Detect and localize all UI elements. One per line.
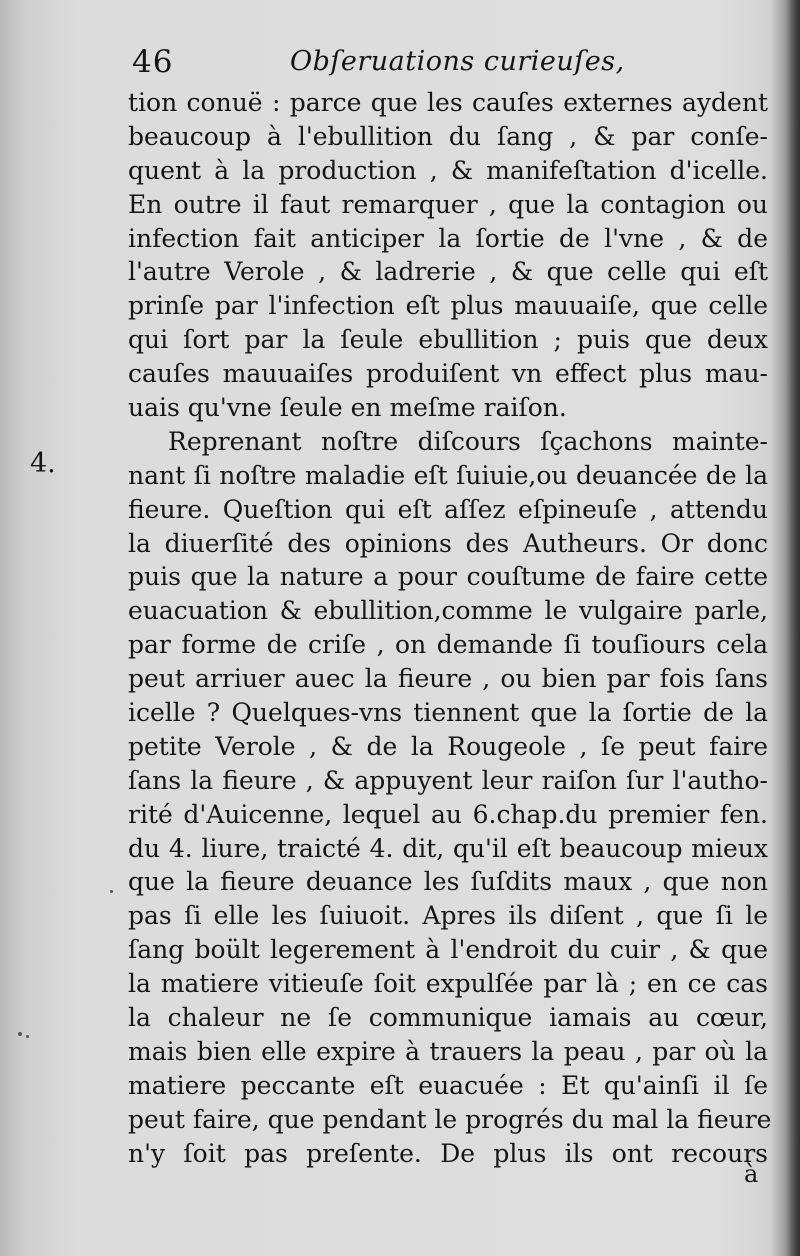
text-line: Reprenant noſtre diſcours ſçachons mainte- [168, 426, 768, 456]
body-text [128, 86, 772, 1171]
text-line: icelle ? Quelques-vns tiennent que la ſortie de la [128, 698, 768, 728]
page-number: 46 [132, 44, 174, 80]
ink-speck [18, 1032, 22, 1036]
text-line: n'y ſoit pas preſente. De plus ils ont recours [128, 1138, 768, 1168]
margin-note: 4. [30, 448, 56, 479]
ink-speck [26, 1035, 29, 1038]
text-line: qui ſort par la ſeule ebullition ; puis que deux [128, 325, 768, 355]
text-line: la matiere vitieuſe ſoit expulſée par là ; en ce cas [128, 969, 768, 999]
text-line: par forme de criſe , on demande ſi touſiours cela [128, 630, 768, 660]
catchword: à [744, 1160, 759, 1188]
page-header [132, 44, 772, 84]
text-line: infection fait anticiper la ſortie de l'vne , & de [128, 223, 768, 253]
text-line: peut faire, que pendant le progrés du mal la fieure [128, 1104, 772, 1134]
text-line: matiere peccante eſt euacuée : Et qu'ainſi il ſe [128, 1070, 768, 1100]
text-line: que la fieure deuance les ſuſdits maux , que non [128, 867, 768, 897]
text-line: petite Verole , & de la Rougeole , ſe peut faire [128, 731, 768, 761]
text-line: euacuation & ebullition,comme le vulgaire parle, [128, 596, 768, 626]
text-line: ſans la fieure , & appuyent leur raiſon ſur l'autho- [128, 765, 768, 795]
text-line: peut arriuer auec la fieure , ou bien par fois ſans [128, 664, 768, 694]
text-line: prinſe par l'infection eſt plus mauuaiſe, que celle [128, 291, 768, 321]
page-edge-shadow [786, 0, 800, 1256]
ink-speck [110, 890, 113, 893]
text-line: fieure. Queſtion qui eſt aſſez eſpineuſe , attendu [128, 494, 768, 524]
text-line: la chaleur ne ſe communique iamais au cœur, [128, 1003, 768, 1033]
running-title: Obſeruations curieuſes, [290, 46, 625, 77]
text-line: uais qu'vne ſeule en meſme raiſon. [128, 393, 567, 423]
text-line: du 4. liure, traicté 4. dit, qu'il eſt beaucoup mieux [128, 833, 768, 863]
text-line: rité d'Auicenne, lequel au 6.chap.du premier fen. [128, 799, 768, 829]
text-line: nant ſi noſtre maladie eſt ſuiuie,ou deuancée de la [128, 460, 768, 490]
text-line: tion conuë : parce que les cauſes externes aydent [128, 88, 768, 117]
text-line: ſang boült legerement à l'endroit du cuir , & que [128, 935, 768, 965]
text-line: beaucoup à l'ebullition du ſang , & par conſe- [128, 121, 768, 151]
text-line: mais bien elle expire à trauers la peau , par où la [128, 1036, 768, 1066]
text-line: l'autre Verole , & ladrerie , & que celle qui eſt [128, 257, 768, 287]
text-line: pas ſi elle les ſuiuoit. Apres ils diſent , que ſi le [128, 901, 768, 931]
text-line: cauſes mauuaiſes produiſent vn effect plus mau- [128, 359, 768, 389]
text-line: la diuerſité des opinions des Autheurs. Or donc [128, 528, 768, 558]
text-line: puis que la nature a pour couſtume de faire cette [128, 562, 768, 592]
text-line: En outre il faut remarquer , que la contagion ou [128, 189, 768, 219]
text-line: quent à la production , & manifeſtation d'icelle. [128, 155, 768, 185]
